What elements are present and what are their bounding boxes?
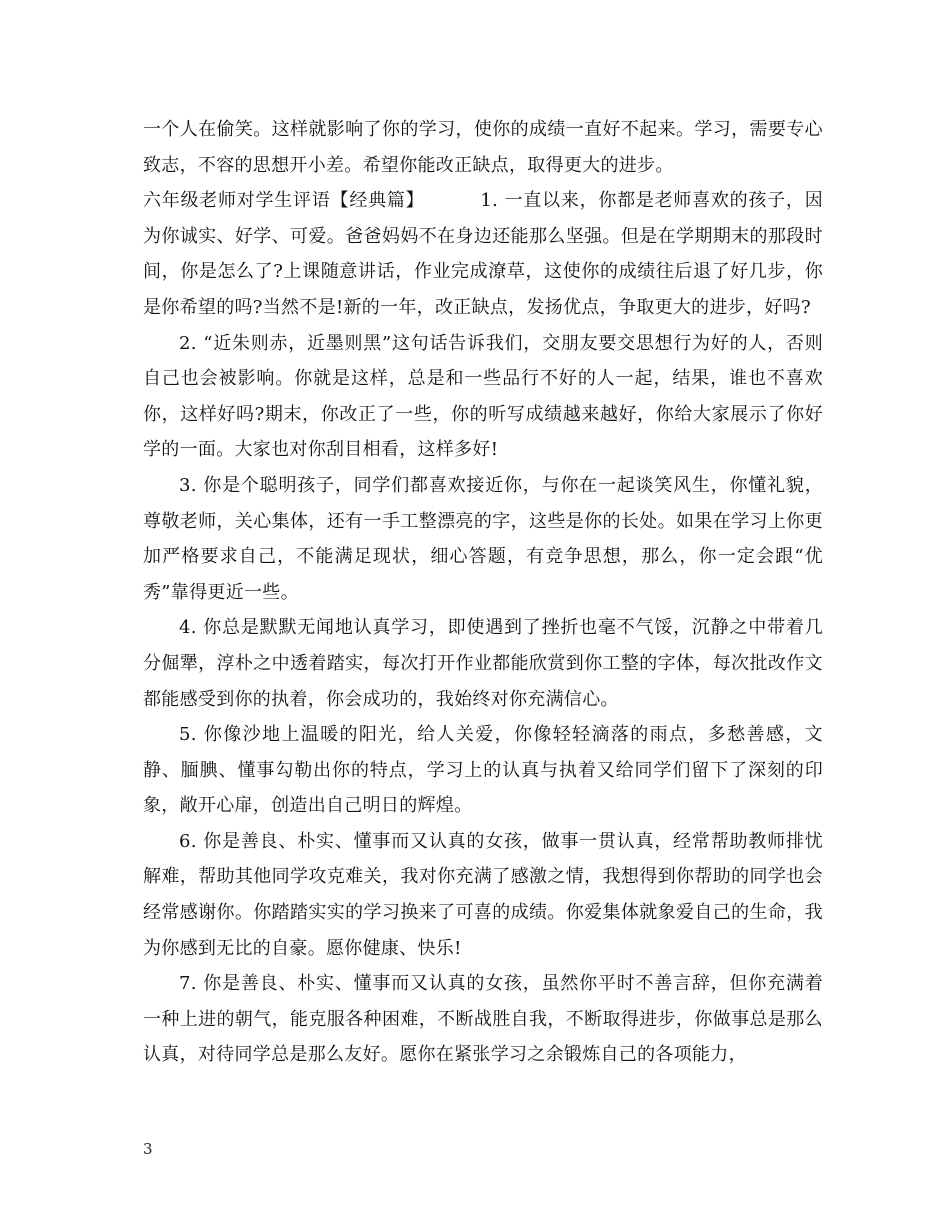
evaluation-item-2: 2. “近朱则赤，近墨则黑”这句话告诉我们，交朋友要交思想行为好的人，否则自己也会被影响。你就是这样，总是和一些品行不好的人一起，结果，谁也不喜欢你，这样好吗?期末，你改正了一些，你的听写成绩越来越好，你给大家展示了你好学的一面。大家也对你刮目相看，这样多好! bbox=[143, 332, 823, 461]
evaluation-item-1: 1. 一直以来，你都是老师喜欢的孩子，因为你诚实、好学、可爱。爸爸妈妈不在身边还能那么坚强。但是在学期期末的那段时间，你是怎么了?上课随意讲话，作业完成潦草，这使你的成绩往后退了好几步，你是你希望的吗?当然不是!新的一年，改正缺点，发扬优点，争取更大的进步，好吗? bbox=[143, 190, 823, 318]
section-heading-paragraph bbox=[143, 183, 823, 325]
evaluation-item-3: 3. 你是个聪明孩子，同学们都喜欢接近你，与你在一起谈笑风生，你懂礼貌，尊敬老师，关心集体，还有一手工整漂亮的字，这些是你的长处。如果在学习上你更加严格要求自己，不能满足现状，细心答题，有竞争思想，那么，你一定会跟“优秀”靠得更近一些。 bbox=[143, 474, 823, 603]
evaluation-item-4: 4. 你总是默默无闻地认真学习，即使遇到了挫折也毫不气馁，沉静之中带着几分倔犟，淳朴之中透着踏实，每次打开作业都能欣赏到你工整的字体，每次批改作文都能感受到你的执着，你会成功的，我始终对你充满信心。 bbox=[143, 617, 823, 710]
evaluation-item-7: 7. 你是善良、朴实、懂事而又认真的女孩，虽然你平时不善言辞，但你充满着一种上进的朝气，能克服各种困难，不断战胜自我，不断取得进步，你做事总是那么认真，对待同学总是那么友好。愿你在紧张学习之余锻炼自己的各项能力， bbox=[143, 973, 823, 1066]
page-number: 3 bbox=[143, 1140, 153, 1158]
section-heading: 六年级老师对学生评语【经典篇】 bbox=[143, 190, 425, 212]
evaluation-item-5: 5. 你像沙地上温暖的阳光，给人关爱，你像轻轻滴落的雨点，多愁善感，文静、腼腆、懂事勾勒出你的特点，学习上的认真与执着又给同学们留下了深刻的印象，敞开心扉，创造出自己明日的辉煌。 bbox=[143, 724, 823, 817]
paragraph-continuation: 一个人在偷笑。这样就影响了你的学习，使你的成绩一直好不起来。学习，需要专心致志，不容的思想开小差。希望你能改正缺点，取得更大的进步。 bbox=[143, 119, 823, 176]
evaluation-item-6: 6. 你是善良、朴实、懂事而又认真的女孩，做事一贯认真，经常帮助教师排忧解难，帮助其他同学攻克难关，我对你充满了感激之情，我想得到你帮助的同学也会经常感谢你。你踏踏实实的学习换来了可喜的成绩。你爱集体就象爱自己的生命，我为你感到无比的自豪。愿你健康、快乐! bbox=[143, 830, 823, 959]
document-body bbox=[143, 112, 823, 1073]
